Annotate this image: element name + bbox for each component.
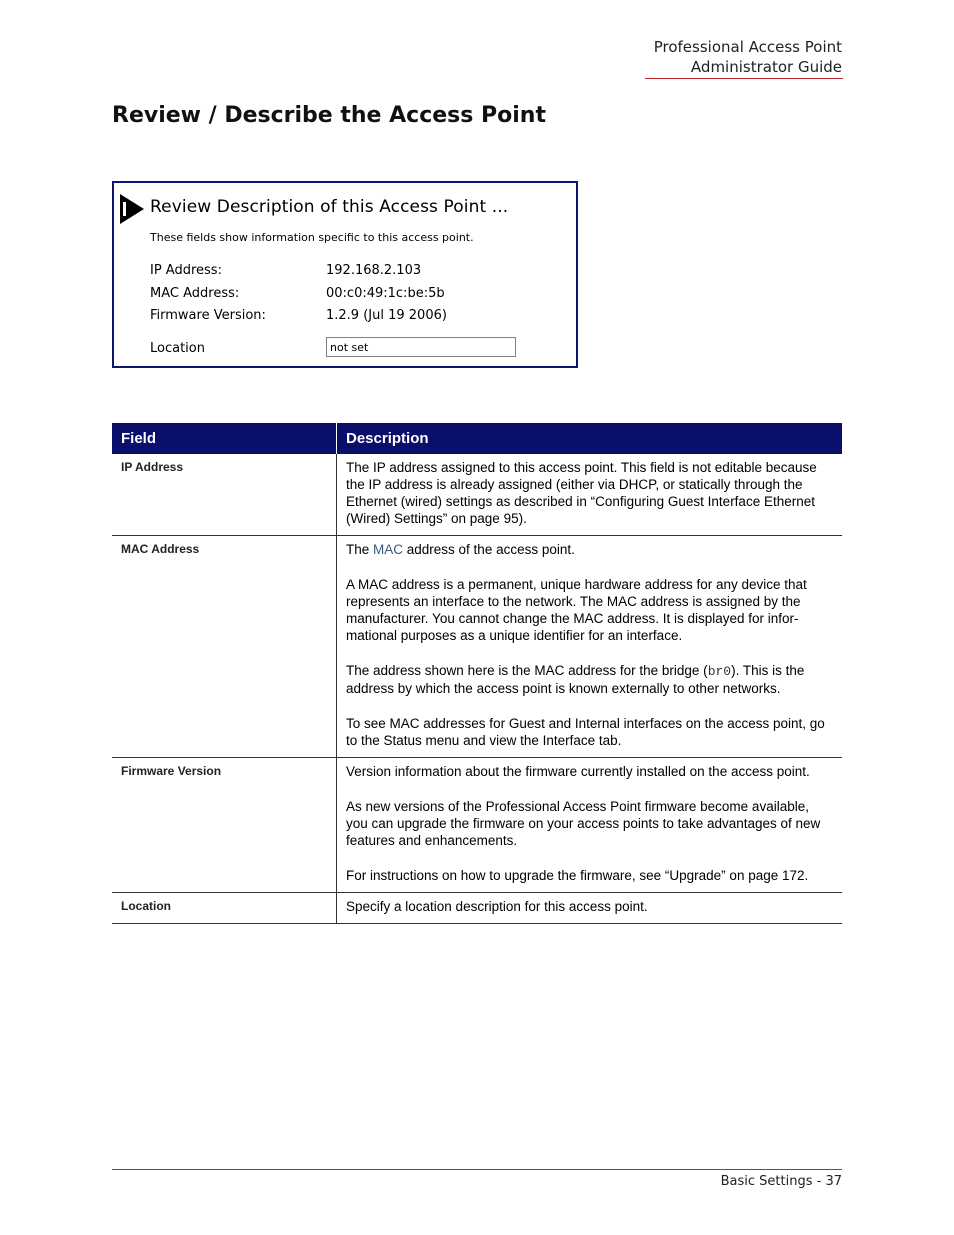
table-row <box>112 893 842 924</box>
page-footer: Basic Settings - 37 <box>720 1174 842 1189</box>
table-row <box>112 536 842 758</box>
field-description-table <box>112 423 842 924</box>
running-header <box>642 37 842 77</box>
mac-address-label: MAC Address: <box>150 286 240 301</box>
field-name: MAC Address <box>112 536 337 758</box>
location-input[interactable] <box>326 337 516 357</box>
field-description <box>337 536 843 758</box>
panel-subtitle: These fields show information specific to this access point. <box>150 231 474 244</box>
ip-address-value: 192.168.2.103 <box>326 263 422 278</box>
review-description-panel <box>112 181 578 368</box>
description-paragraph: Specify a location description for this access point. <box>346 899 648 914</box>
bridge-code: br0 <box>707 664 732 679</box>
description-paragraph: The IP address assigned to this access point. This field is not editable because the IP address is already assigned (either via DHCP, or statically through the Ethernet (wired) settings as described in “Configuring Guest Interface Ethernet (Wired) Settings” on page 95). <box>346 460 817 526</box>
field-name: Firmware Version <box>112 758 337 893</box>
description-text: The <box>346 542 374 557</box>
table-row <box>112 454 842 536</box>
field-column-header: Field <box>112 423 337 454</box>
page-title: Review / Describe the Access Point <box>112 103 546 128</box>
description-paragraph: Version information about the firmware currently installed on the access point. <box>346 764 810 779</box>
footer-divider <box>112 1169 842 1170</box>
description-text: The address shown here is the MAC address for the bridge ( <box>346 663 708 678</box>
table-header-row <box>112 423 842 454</box>
firmware-version-label: Firmware Version: <box>150 308 266 323</box>
field-name: Location <box>112 893 337 924</box>
firmware-version-value: 1.2.9 (Jul 19 2006) <box>326 308 447 323</box>
field-description <box>337 893 843 924</box>
section-arrow-icon <box>120 194 144 224</box>
header-guide-type: Administrator Guide <box>690 58 842 76</box>
field-description <box>337 758 843 893</box>
description-paragraph: A MAC address is a permanent, unique hardware address for any device that represents an interface to the network. The MAC address is assigned by the manufacturer. You cannot change the MAC address. It is displayed for infor-mational purposes as a unique identifier for an interface. <box>346 577 807 643</box>
field-name: IP Address <box>112 454 337 536</box>
description-text: ). This is the address by which the access point is known externally to other networks. <box>346 663 805 696</box>
ip-address-label: IP Address: <box>150 263 222 278</box>
description-paragraph <box>346 541 833 558</box>
description-paragraph: For instructions on how to upgrade the firmware, see “Upgrade” on page 172. <box>346 868 809 883</box>
header-divider <box>645 78 843 79</box>
mac-address-value: 00:c0:49:1c:be:5b <box>326 286 445 301</box>
description-paragraph: As new versions of the Professional Access Point firmware become available, you can upgrade the firmware on your access points to take advantages of new features and enhancements. <box>346 799 821 848</box>
description-text: address of the access point. <box>403 542 575 557</box>
table-row <box>112 758 842 893</box>
header-guide-name: Professional Access Point <box>653 38 842 56</box>
description-paragraph: To see MAC addresses for Guest and Internal interfaces on the access point, go to the Status menu and view the Interface tab. <box>346 716 825 748</box>
description-paragraph <box>346 662 833 697</box>
location-label: Location <box>150 341 205 356</box>
panel-title: Review Description of this Access Point ... <box>150 197 509 217</box>
description-column-header: Description <box>337 423 843 454</box>
field-description <box>337 454 843 536</box>
mac-glossary-link[interactable]: MAC <box>373 542 404 557</box>
